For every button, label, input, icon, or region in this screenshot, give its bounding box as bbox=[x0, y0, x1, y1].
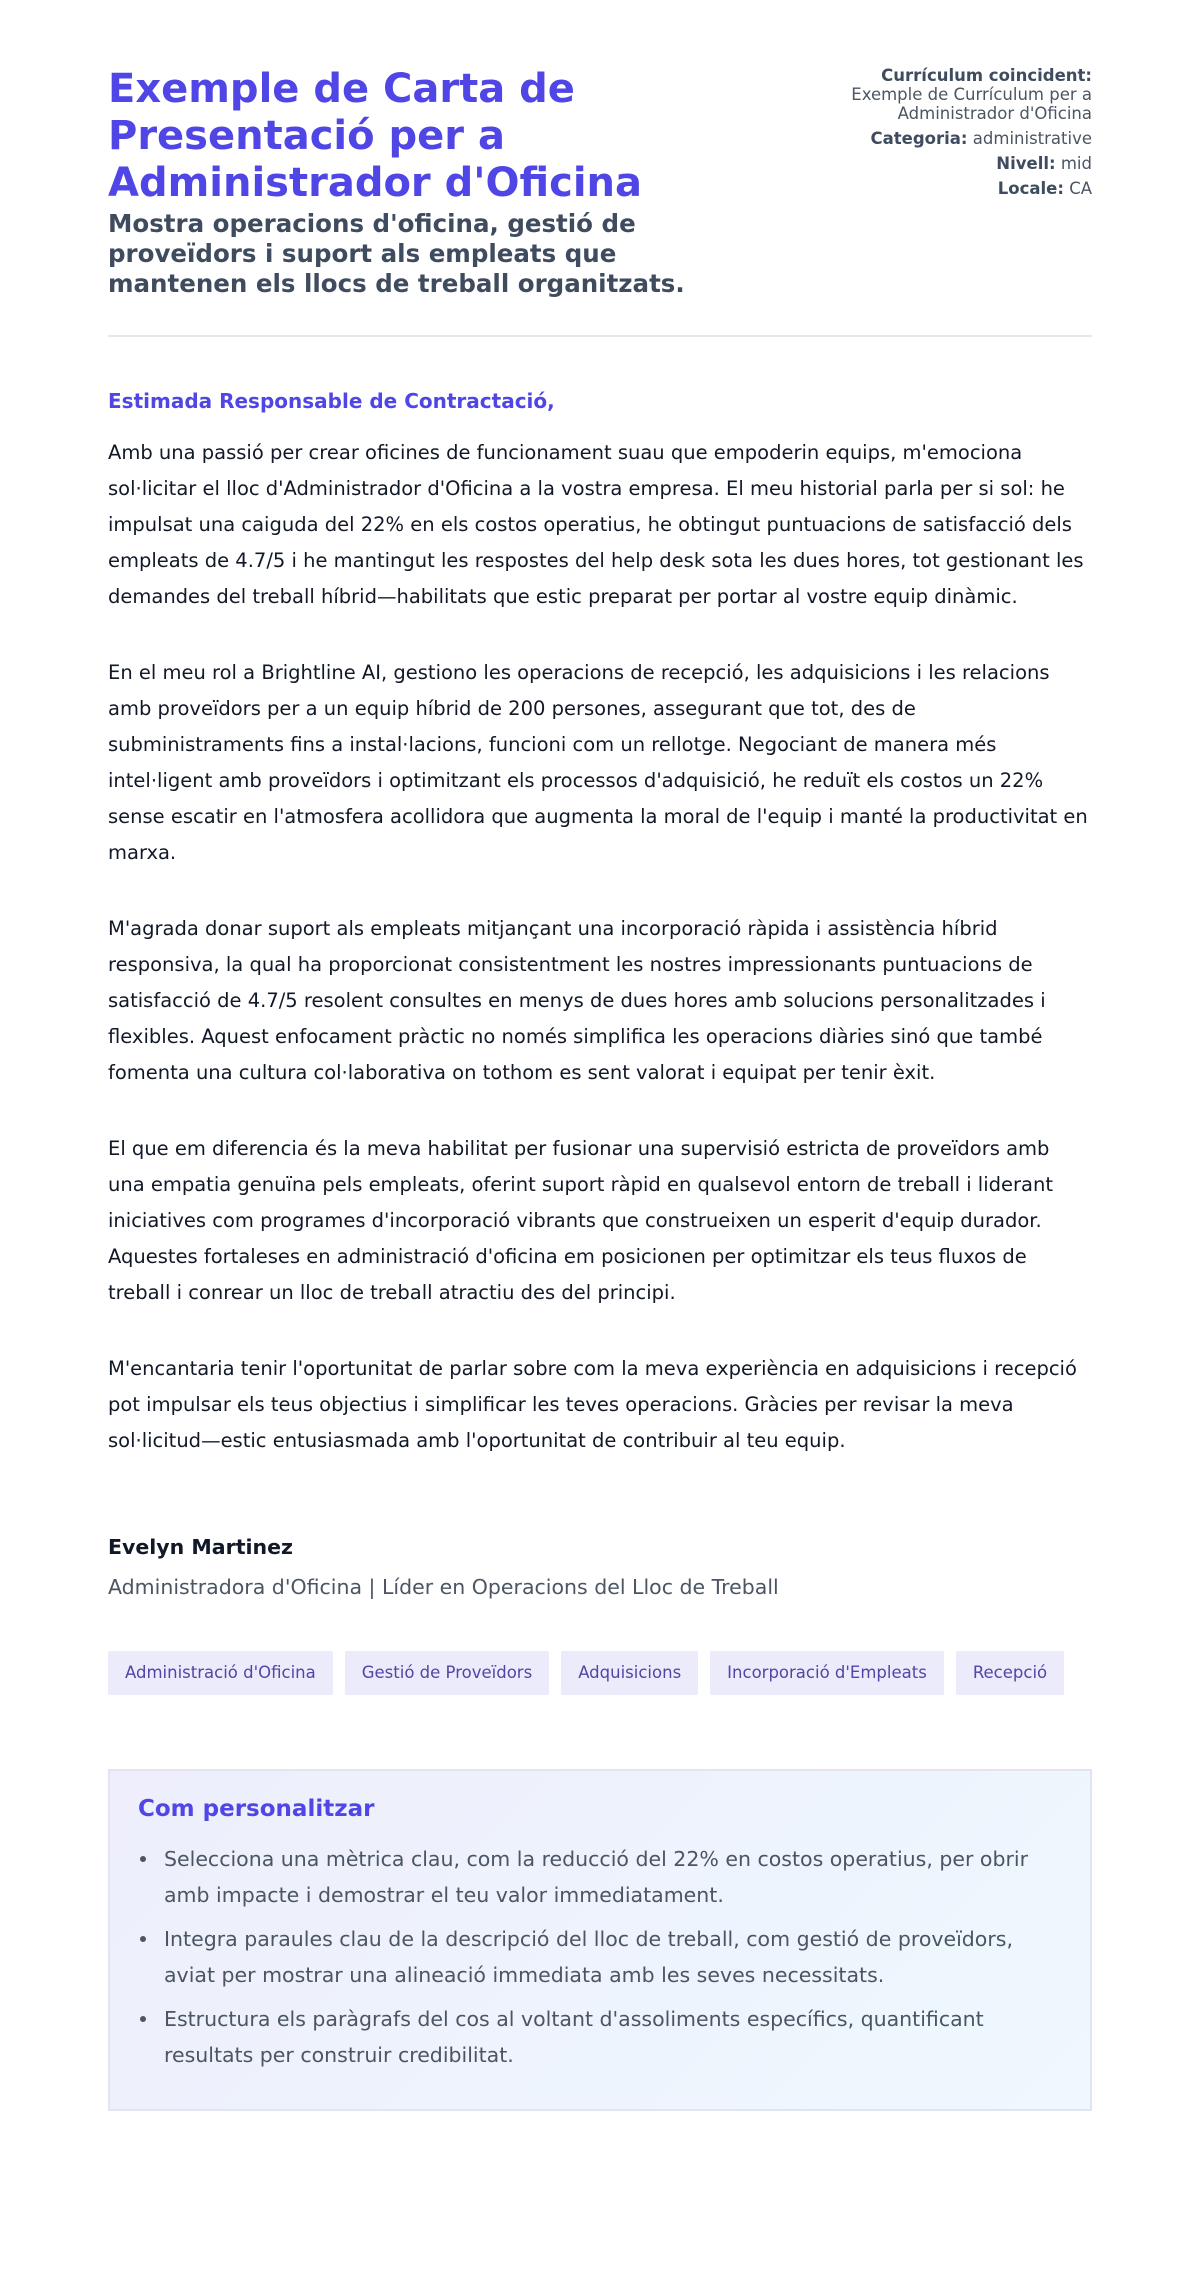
tips-title: Com personalitzar bbox=[138, 1796, 375, 1822]
meta-locale bbox=[762, 179, 1092, 198]
letter-body bbox=[108, 435, 1092, 1459]
tip-item bbox=[138, 2001, 1062, 2073]
skill-tags bbox=[108, 1651, 1092, 1695]
meta-category bbox=[762, 129, 1092, 148]
tip-item bbox=[138, 1841, 1062, 1913]
meta-level-value: mid bbox=[1060, 154, 1092, 173]
page-header bbox=[108, 66, 1092, 337]
bullet-icon bbox=[140, 1856, 146, 1862]
letter-salutation: Estimada Responsable de Contractació, bbox=[108, 389, 555, 413]
signature-title: Administradora d'Oficina | Líder en Operacions del Lloc de Treball bbox=[108, 1575, 779, 1599]
page-title: Exemple de Carta de Presentació per a Administrador d'Oficina bbox=[108, 66, 643, 206]
letter-paragraph-4: El que em diferencia és la meva habilitat per fusionar una supervisió estricta de proveïdors amb una empatia genuïna pels empleats, oferint suport ràpid en qualsevol entorn de treball i liderant iniciatives com programes d'incorporació vibrants que construeixen un esperit d'equip durador. Aquestes fortaleses en administració d'oficina em posicionen per optimitzar els teus fluxos de treball i conrear un lloc de treball atractiu des del principi. bbox=[108, 1137, 1053, 1304]
meta-level-label: Nivell: bbox=[996, 154, 1056, 173]
letter-paragraph-3: M'agrada donar suport als empleats mitjançant una incorporació ràpida i assistència híbrid responsiva, la qual ha proporcionat consistentment les nostres impressionants puntuacions de satisfacció de 4.7/5 resolent consultes en menys de dues hores amb solucions personalitzades i flexibles. Aquest enfocament pràctic no només simplifica les operacions diàries sinó que també fomenta una cultura col·laborativa on tothom es sent valorat i equipat per tenir èxit. bbox=[108, 917, 1046, 1084]
meta-category-value: administrative bbox=[972, 129, 1092, 148]
tip-text: Selecciona una mètrica clau, com la reducció del 22% en costos operatius, per obrir amb impacte i demostrar el teu valor immediatament. bbox=[164, 1847, 1029, 1907]
tag-reception[interactable]: Recepció bbox=[956, 1651, 1064, 1695]
letter-paragraph-1: Amb una passió per crear oficines de funcionament suau que empoderin equips, m'emociona sol·licitar el lloc d'Administrador d'Oficina a la vostra empresa. El meu historial parla per si sol: he impulsat una caiguda del 22% en els costos operatius, he obtingut puntuacions de satisfacció dels empleats de 4.7/5 i he mantingut les respostes del help desk sota les dues hores, tot gestionant les demandes del treball híbrid—habilitats que estic preparat per portar al vostre equip dinàmic. bbox=[108, 441, 1084, 608]
meta-category-label: Categoria: bbox=[870, 129, 968, 148]
meta-locale-value: CA bbox=[1069, 179, 1092, 198]
meta-locale-label: Locale: bbox=[997, 179, 1064, 198]
letter-paragraph-2: En el meu rol a Brightline AI, gestiono les operacions de recepció, les adquisicions i les relacions amb proveïdors per a un equip híbrid de 200 persones, assegurant que tot, des de subministraments fins a instal·lacions, funcioni com un rellotge. Negociant de manera més intel·ligent amb proveïdors i optimitzant els processos d'adquisició, he reduït els costos un 22% sense escatir en l'atmosfera acollidora que augmenta la moral de l'equip i manté la productivitat en marxa. bbox=[108, 661, 1088, 864]
tip-text: Integra paraules clau de la descripció del lloc de treball, com gestió de proveïdors, aviat per mostrar una alineació immediata amb les seves necessitats. bbox=[164, 1927, 1013, 1987]
bullet-icon bbox=[140, 1936, 146, 1942]
signature-block bbox=[108, 1533, 1092, 1601]
meta-matching-resume bbox=[762, 66, 1092, 123]
meta-level bbox=[762, 154, 1092, 173]
signature-name: Evelyn Martinez bbox=[108, 1535, 293, 1559]
tag-office-administration[interactable]: Administració d'Oficina bbox=[108, 1651, 333, 1695]
letter-paragraph-5: M'encantaria tenir l'oportunitat de parlar sobre com la meva experiència en adquisicions i recepció pot impulsar els teus objectius i simplificar les teves operacions. Gràcies per revisar la meva sol·licitud—estic entusiasmada amb l'oportunitat de contribuir al teu equip. bbox=[108, 1357, 1077, 1452]
tip-item bbox=[138, 1921, 1062, 1993]
meta-resume-value: Exemple de Currículum per a Administrador d'Oficina bbox=[851, 85, 1092, 123]
metadata-panel bbox=[762, 66, 1092, 204]
customization-tips-box bbox=[108, 1769, 1092, 2111]
tip-text: Estructura els paràgrafs del cos al voltant d'assoliments específics, quantificant resultats per construir credibilitat. bbox=[164, 2007, 984, 2067]
page-subtitle: Mostra operacions d'oficina, gestió de proveïdors i suport als empleats que mantenen els llocs de treball organitzats. bbox=[108, 209, 685, 298]
tag-vendor-management[interactable]: Gestió de Proveïdors bbox=[345, 1651, 549, 1695]
tag-employee-onboarding[interactable]: Incorporació d'Empleats bbox=[710, 1651, 944, 1695]
meta-resume-label: Currículum coincident: bbox=[881, 66, 1092, 85]
tips-list bbox=[138, 1841, 1062, 2073]
bullet-icon bbox=[140, 2016, 146, 2022]
tag-procurement[interactable]: Adquisicions bbox=[561, 1651, 698, 1695]
header-titles bbox=[108, 66, 748, 299]
